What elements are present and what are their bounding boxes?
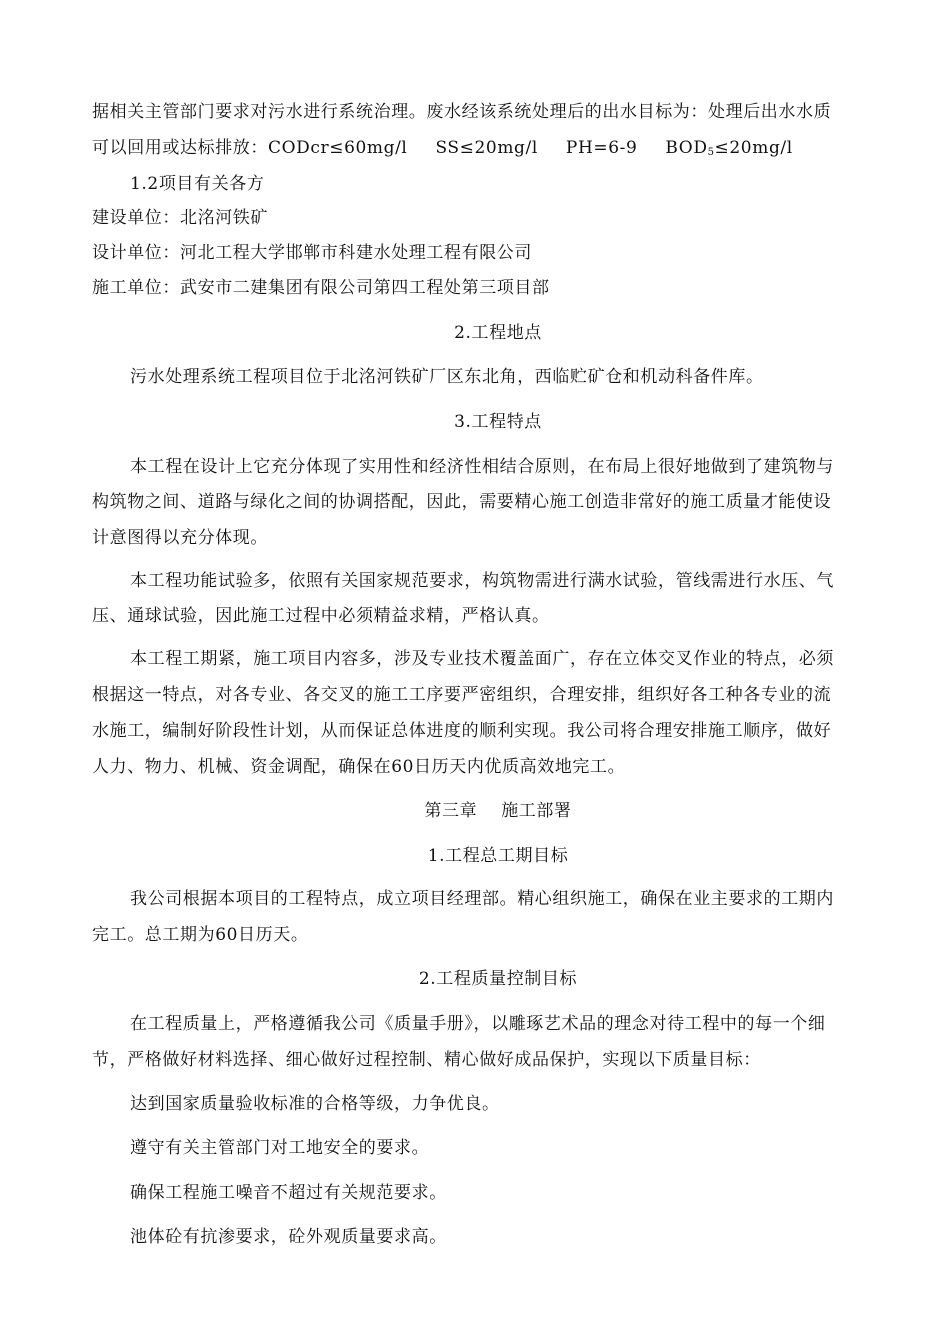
chapter-heading [92, 800, 904, 822]
section-heading: 2.工程地点 [454, 323, 542, 343]
text-span: 可以回用或达标排放： [92, 138, 268, 158]
bod-subscript: 5 [707, 147, 715, 158]
paragraph-line: 水施工，编制好阶段性计划，从而保证总体进度的顺利实现。我公司将合理安排施工顺序，做好 [92, 721, 832, 741]
paragraph-line: 计意图得以充分体现。 [92, 528, 268, 548]
chapter-number: 第三章 [424, 801, 478, 821]
section-heading: 1.工程总工期目标 [427, 846, 569, 866]
list-item: 达到国家质量验收标准的合格等级，力争优良。 [130, 1094, 500, 1114]
paragraph-line: 我公司根据本项目的工程特点，成立项目经理部。精心组织施工，确保在业主要求的工期内 [130, 889, 834, 909]
paragraph-line: 本工程在设计上它充分体现了实用性和经济性相结合原则，在布局上很好地做到了建筑物与 [130, 457, 834, 477]
paragraph-line: 本工程工期紧，施工项目内容多，涉及专业技术覆盖面广，存在立体交叉作业的特点，必须 [130, 649, 834, 669]
list-item: 遵守有关主管部门对工地安全的要求。 [130, 1138, 430, 1158]
paragraph-line: 根据这一特点，对各专业、各交叉的施工工序要严密组织，合理安排，组织好各工种各专业的流 [92, 685, 832, 705]
cod-limit: CODcr≤60mg/l [268, 138, 408, 158]
paragraph-line: 施工单位：武安市二建集团有限公司第四工程处第三项目部 [92, 278, 550, 298]
list-item: 确保工程施工噪音不超过有关规范要求。 [130, 1183, 447, 1203]
chapter-title: 施工部署 [501, 801, 572, 821]
section-heading: 2.工程质量控制目标 [418, 969, 578, 989]
paragraph-line: 污水处理系统工程项目位于北洺河铁矿厂区东北角，西临贮矿仓和机动科备件库。 [130, 367, 764, 387]
section-heading: 3.工程特点 [454, 412, 542, 432]
section-heading: 1.2项目有关各方 [130, 174, 265, 194]
paragraph-line: 本工程功能试验多，依照有关国家规范要求，构筑物需进行满水试验，管线需进行水压、气 [130, 571, 834, 591]
paragraph-line: 完工。总工期为60日历天。 [92, 925, 309, 945]
paragraph-line: 人力、物力、机械、资金调配，确保在60日历天内优质高效地完工。 [92, 757, 626, 777]
ph-range: PH=6-9 [565, 138, 638, 158]
paragraph-line: 据相关主管部门要求对污水进行系统治理。废水经该系统处理后的出水目标为：处理后出水水质 [92, 102, 832, 122]
bod-label: BOD [665, 138, 708, 158]
paragraph-line: 在工程质量上，严格遵循我公司《质量手册》，以雕琢艺术品的理念对待工程中的每一个细 [130, 1014, 826, 1034]
paragraph-line: 建设单位：北洺河铁矿 [92, 208, 268, 228]
list-item: 池体砼有抗渗要求，砼外观质量要求高。 [130, 1227, 447, 1247]
paragraph-line: 构筑物之间、道路与绿化之间的协调搭配，因此，需要精心施工创造非常好的施工质量才能使设 [92, 492, 832, 512]
ss-limit: SS≤20mg/l [435, 138, 538, 158]
bod-limit: ≤20mg/l [714, 138, 793, 158]
paragraph-line: 压、通球试验，因此施工过程中必须精益求精，严格认真。 [92, 606, 550, 626]
paragraph-line: 设计单位：河北工程大学邯郸市科建水处理工程有限公司 [92, 243, 532, 263]
paragraph-line [92, 137, 904, 164]
paragraph-line: 节，严格做好材料选择、细心做好过程控制、精心做好成品保护，实现以下质量目标： [92, 1050, 761, 1070]
